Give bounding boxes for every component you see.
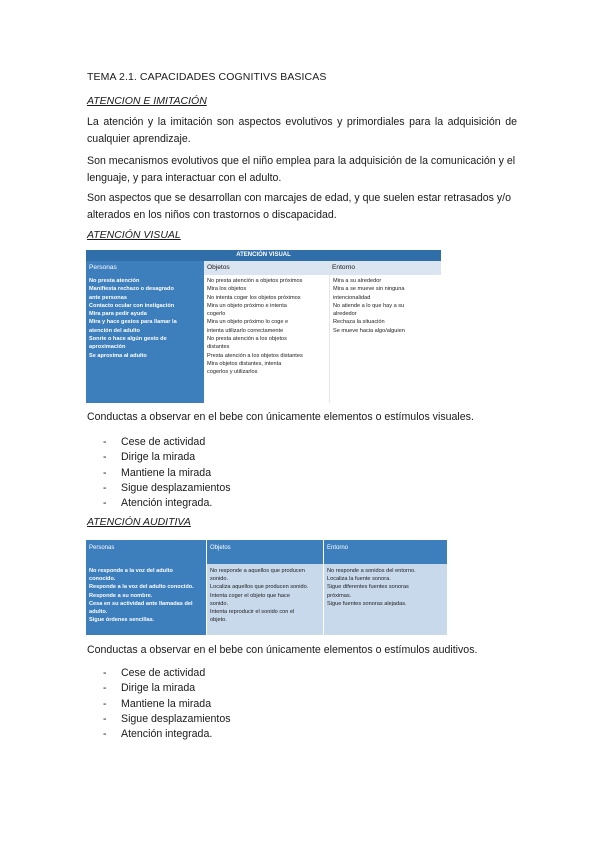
column-header-entorno: Entorno: [323, 540, 447, 564]
cell-line: objeto.: [210, 617, 227, 624]
cell-line: conocido.: [89, 576, 116, 583]
cell-line: Mira a su alrededor: [333, 278, 382, 284]
visual-attention-table: [86, 250, 441, 403]
auditory-intro: Conductas a observar en el bebe con únicamente elementos o estímulos auditivos.: [87, 644, 478, 656]
cell-line: No responde a la voz del adulto: [89, 568, 173, 574]
list-item: - Cese de actividad: [103, 667, 206, 679]
cell-line: Rechaza la situación: [333, 319, 385, 326]
cell-line: intenta utilizarlo correctamente: [207, 327, 284, 334]
cell-line: Mira los objetos: [207, 286, 247, 293]
column-header-personas: Personas: [86, 261, 204, 275]
cell-line: próximas.: [327, 592, 352, 599]
cell-personas: [86, 564, 206, 635]
cell-line: Mira objetos distantes, intenta: [207, 360, 282, 367]
cell-line: atención del adulto: [89, 327, 140, 334]
cell-personas: [86, 275, 204, 403]
cell-line: No intenta coger los objetos próximos: [207, 294, 301, 301]
cell-line: Mira a se mueve sin ninguna: [333, 286, 405, 293]
cell-line: Mira para pedir ayuda: [89, 311, 147, 318]
cell-line: No presta atención a objetos próximos: [207, 278, 303, 284]
cell-line: sonido.: [210, 576, 229, 583]
column-header-entorno: Entorno: [329, 261, 441, 275]
cell-entorno: [323, 564, 447, 635]
table-banner: ATENCIÓN VISUAL: [86, 250, 441, 261]
cell-line: Intenta reproducir el sonido con el: [210, 609, 295, 616]
cell-line: No responde a aquellos que producen: [210, 568, 305, 574]
auditory-behaviour-list: [103, 666, 231, 742]
column-header-personas: Personas: [86, 540, 206, 564]
list-item: - Mantiene la mirada: [103, 466, 212, 479]
column-header-objetos: Objetos: [206, 540, 323, 564]
cell-line: ante personas: [89, 294, 127, 301]
cell-line: No presta atención a los objetos: [207, 336, 287, 343]
cell-line: Localiza la fuente sonora.: [327, 576, 391, 583]
column-header-objetos: Objetos: [204, 261, 329, 275]
list-item: - Atención integrada.: [103, 728, 213, 741]
cell-line: Sigue órdenes sencillas.: [89, 617, 155, 624]
document-title: TEMA 2.1. CAPACIDADES COGNITIVS BASICAS: [87, 71, 327, 83]
paragraph-2: Son mecanismos evolutivos que el niño emplea para la adquisición de la comunicación y el lenguaje, y para interactuar con el adulto.: [87, 155, 516, 184]
cell-line: Localiza aquellos que producen sonido.: [210, 584, 309, 591]
cell-entorno: [329, 275, 441, 403]
paragraph-3: Son aspectos que se desarrollan con marcajes de edad, y que suelen estar retrasados y/o alterados en los niños con trastornos o discapacidad.: [87, 192, 512, 221]
cell-objetos: [206, 564, 323, 635]
auditory-attention-table: [86, 540, 447, 635]
cell-line: cogerlo: [207, 311, 226, 318]
cell-line: No presta atención: [89, 278, 140, 284]
cell-line: No atiende a lo que hay a su: [333, 302, 405, 309]
cell-line: Cesa en su actividad ante llamadas del: [89, 600, 193, 607]
list-item: - Sigue desplazamientos: [103, 712, 231, 725]
cell-line: adulto.: [89, 609, 108, 616]
cell-line: Mira y hace gestos para llamar la: [89, 319, 177, 326]
paragraph-1: La atención y la imitación son aspectos evolutivos y primordiales para la adquisición de cualquier aprendizaje.: [87, 116, 517, 145]
list-item: - Sigue desplazamientos: [103, 481, 231, 494]
list-item: - Dirige la mirada: [103, 682, 196, 695]
cell-line: Mira un objeto próximo lo coge e: [207, 319, 289, 326]
cell-line: Se aproxima al adulto: [89, 352, 147, 359]
section-heading-atencion-visual: ATENCIÓN VISUAL: [87, 229, 181, 241]
cell-line: Responde a la voz del adulto conocido.: [89, 584, 194, 591]
list-item: - Atención integrada.: [103, 497, 213, 510]
cell-line: aproximación: [89, 344, 126, 351]
list-item: - Cese de actividad: [103, 436, 206, 448]
cell-line: distantes: [207, 344, 230, 351]
cell-line: Sonrie o hace algún gesto de: [89, 336, 167, 343]
cell-line: Se mueve hacia algo/alguien: [333, 327, 405, 334]
section-heading-atencion-auditiva: ATENCIÓN AUDITIVA: [87, 516, 191, 528]
cell-line: Contacto ocular con instigación: [89, 302, 175, 309]
cell-line: alrededor: [333, 311, 357, 318]
cell-line: cogerlos y utilizarlos: [207, 369, 258, 376]
cell-line: Manifiesta rechazo o desagrado: [89, 286, 174, 293]
visual-behaviour-list: [103, 435, 231, 511]
section-heading-atencion-imitacion: ATENCION E IMITACIÓN: [87, 95, 207, 107]
visual-intro: Conductas a observar en el bebe con únicamente elementos o estímulos visuales.: [87, 411, 474, 423]
list-item: - Dirige la mirada: [103, 451, 196, 464]
cell-line: Responde a su nombre.: [89, 592, 153, 599]
cell-line: Mira un objeto próximo e intenta: [207, 302, 287, 309]
cell-line: Sigue diferentes fuentes sonoras: [327, 584, 409, 591]
cell-line: Presta atención a los objetos distantes: [207, 352, 303, 359]
cell-line: No responde a sonidos del entorno.: [327, 568, 416, 574]
cell-line: Sigue fuentes sonoras alejadas.: [327, 600, 407, 607]
cell-line: sonido.: [210, 600, 229, 607]
cell-line: intencionalidad: [333, 294, 371, 301]
list-item: - Mantiene la mirada: [103, 697, 212, 710]
cell-objetos: [204, 275, 329, 403]
cell-line: Intenta coger el objeto que hace: [210, 592, 290, 599]
